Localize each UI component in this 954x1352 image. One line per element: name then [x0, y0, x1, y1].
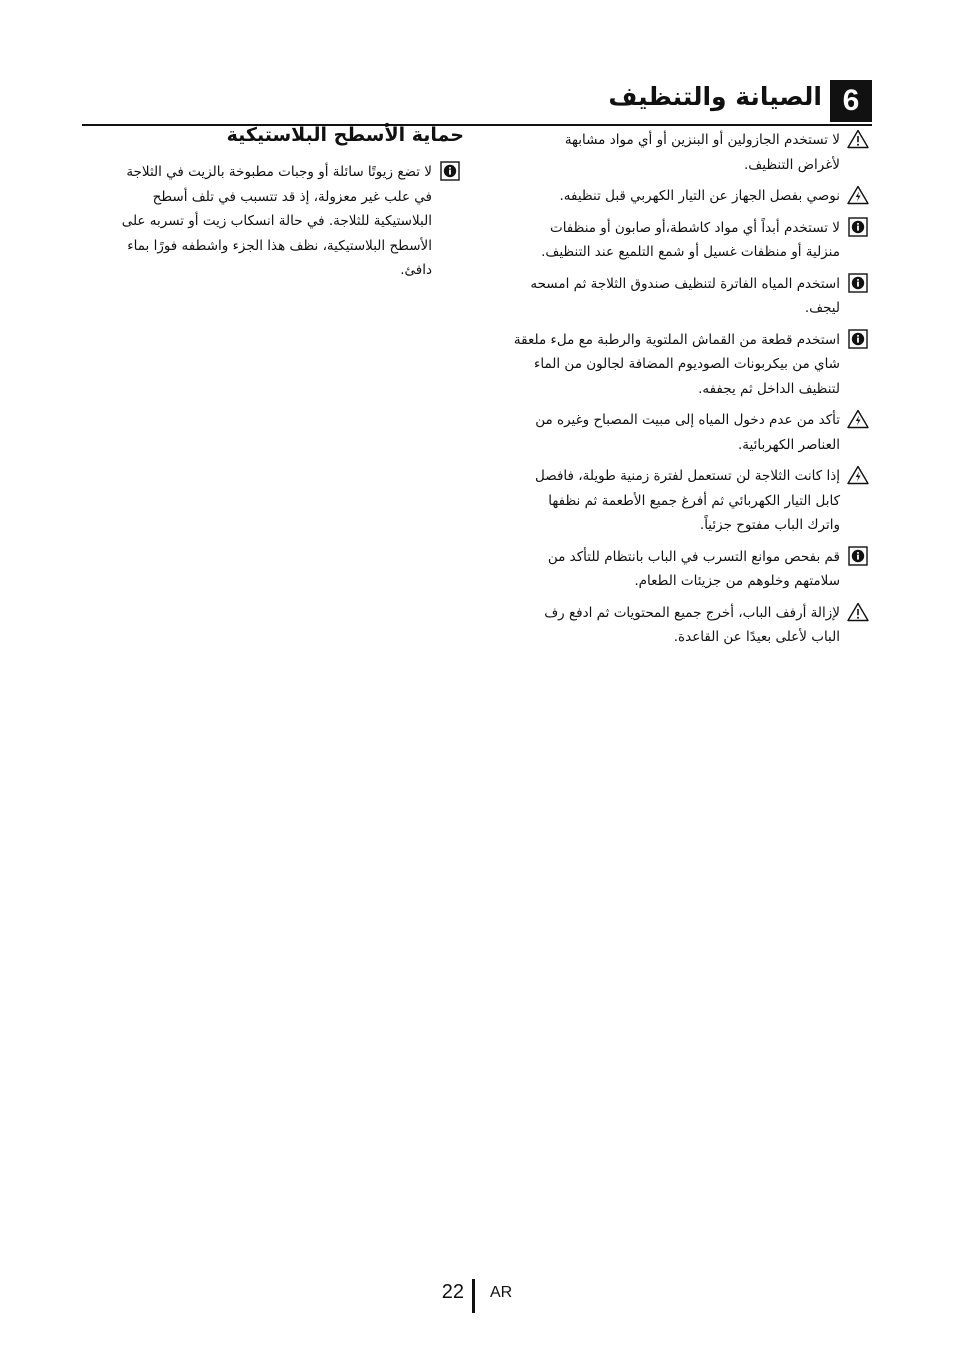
language-code: AR	[490, 1284, 513, 1301]
item-text-line: منزلية أو منظفات غسيل أو شمع التلميع عند التنظيف.	[541, 244, 840, 260]
left-items	[82, 160, 464, 283]
chapter-title: الصيانة والتنظيف	[608, 82, 822, 111]
list-item	[500, 464, 872, 538]
item-text-line: في علب غير معزولة، إذ قد تتسبب في تلف أسطح	[152, 188, 432, 205]
info-icon	[847, 329, 869, 349]
item-text-line: البلاستيكية للثلاجة. في حالة انسكاب زيت أو تسربه على	[121, 213, 432, 229]
item-text-line: شاي من بيكربونات الصوديوم المضافة لجالون من الماء	[534, 356, 840, 372]
item-text-line: استخدم قطعة من القماش الملتوية والرطبة مع ملء ملعقة	[513, 331, 840, 348]
list-item	[500, 545, 872, 594]
item-text-line: الأسطح البلاستيكية، نظف هذا الجزء واشطفه فورًا بماء	[127, 237, 432, 254]
item-text-line: تأكد من عدم دخول المياه إلى مبيت المصباح وغيره من	[535, 412, 840, 428]
item-text-line: لإزالة أرفف الباب، أخرج جميع المحتويات ثم ادفع رف	[544, 604, 840, 621]
item-text-line: دافئ.	[400, 262, 432, 278]
info-icon	[847, 546, 869, 566]
list-item	[500, 128, 872, 177]
list-item	[500, 184, 872, 209]
item-text-line: كابل التيار الكهربائي ثم أفرغ جميع الأطعمة ثم نظفها	[548, 492, 840, 509]
item-text-line: العناصر الكهربائية.	[738, 436, 840, 453]
info-icon	[439, 161, 461, 181]
item-text-line: سلامتهم وخلوهم من جزيئات الطعام.	[634, 573, 840, 589]
page-number: 22	[441, 1281, 464, 1303]
warning-icon	[847, 602, 869, 622]
electric-hazard-icon	[847, 409, 869, 429]
item-text-line: إذا كانت الثلاجة لن تستعمل لفترة زمنية طويلة، فافصل	[535, 468, 840, 484]
chapter-header	[82, 80, 872, 126]
warning-icon	[847, 129, 869, 149]
list-item	[500, 272, 872, 321]
item-text-line: لتنظيف الداخل ثم يجففه.	[698, 380, 840, 397]
chapter-number-badge: 6	[830, 80, 872, 122]
item-text-line: واترك الباب مفتوح جزئياً.	[699, 517, 840, 533]
info-icon	[847, 217, 869, 237]
list-item	[82, 160, 464, 283]
item-text-line: لأغراض التنظيف.	[744, 156, 840, 173]
section-title: حماية الأسطح البلاستيكية	[226, 124, 464, 146]
item-text-line: قم بفحص موانع التسرب في الباب بانتظام للتأكد من	[547, 548, 840, 565]
list-item	[500, 601, 872, 650]
item-text-line: لا تستخدم الجازولين أو البنزين أو أي مواد مشابهة	[564, 132, 840, 148]
info-icon	[847, 273, 869, 293]
list-item	[500, 328, 872, 402]
footer-divider	[472, 1279, 475, 1313]
item-text-line: لا تضع زيوتًا سائلة أو وجبات مطبوخة بالزيت في الثلاجة	[126, 164, 432, 180]
item-text-line: الباب لأعلى بعيدًا عن القاعدة.	[673, 629, 840, 645]
list-item	[500, 216, 872, 265]
page-footer	[436, 1279, 536, 1313]
item-text-line: نوصي بفصل الجهاز عن التيار الكهربي قبل تنظيفه.	[559, 188, 840, 204]
electric-hazard-icon	[847, 185, 869, 205]
item-text-line: ليجف.	[804, 300, 840, 316]
list-item	[500, 408, 872, 457]
left-column	[82, 124, 464, 290]
item-text-line: استخدم المياه الفاترة لتنظيف صندوق الثلاجة ثم امسحه	[530, 275, 840, 292]
right-column	[500, 128, 872, 657]
item-text-line: لا تستخدم أبداً أي مواد كاشطة،أو صابون أو منظفات	[549, 219, 840, 236]
electric-hazard-icon	[847, 465, 869, 485]
